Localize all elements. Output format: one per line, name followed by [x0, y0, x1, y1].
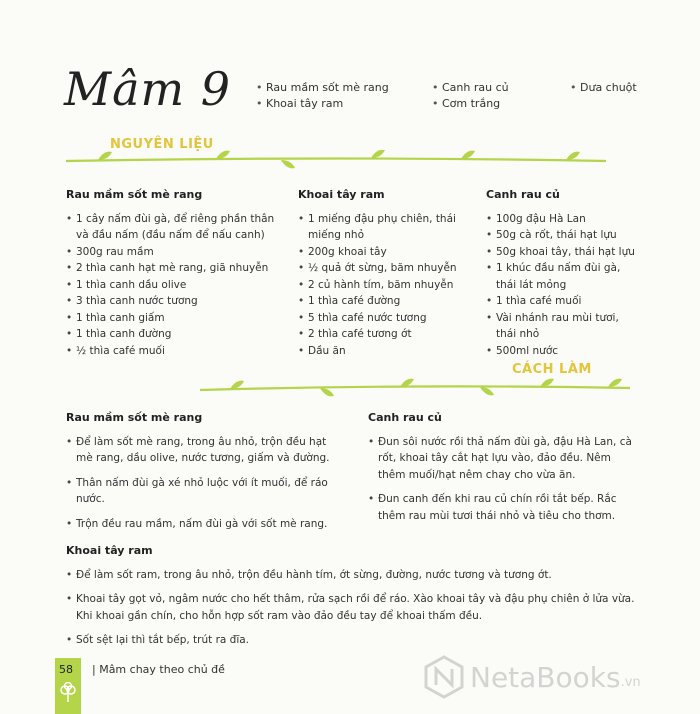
method-step: • Đun canh đến khi rau củ chín rồi tắt bếp. Rắc thêm rau mùi tươi thái nhỏ và tiêu cho thơm.: [368, 491, 638, 524]
ingredient-item: • 1 miếng đậu phụ chiên, thái miếng nhỏ: [298, 211, 473, 244]
ingredient-item: • 500ml nước: [486, 343, 636, 360]
leaf-logo-icon: [58, 682, 78, 704]
netabooks-logo-icon: [424, 655, 464, 699]
method-rau-mam: [66, 410, 336, 540]
menu-list-col-2: [432, 80, 509, 112]
method-step: • Khoai tây gọt vỏ, ngâm nước cho hết thâm, rửa sạch rồi để ráo. Xào khoai tây và đậu phụ chiên ở lửa vừa. Khi khoai gần chín, cho hỗn hợp sốt ram vào đảo đều tay để khoai thấm đều.: [66, 591, 646, 624]
method-step: • Sốt sệt lại thì tắt bếp, trút ra đĩa.: [66, 632, 646, 649]
ingredient-item: • ½ thìa café muối: [66, 343, 276, 360]
ingredient-group-heading: Canh rau củ: [486, 188, 560, 201]
ingredient-item: • 1 thìa canh dầu olive: [66, 277, 276, 294]
ingredients-khoai-tay: [298, 187, 473, 359]
vine-divider-icon: [200, 378, 630, 400]
ingredients-canh-rau-cu: [486, 187, 636, 359]
menu-item: • Cơm trắng: [432, 96, 509, 112]
ingredient-item: • 1 thìa canh đường: [66, 326, 276, 343]
ingredient-item: • 1 thìa café đường: [298, 293, 473, 310]
method-group-heading: Khoai tây ram: [66, 544, 153, 557]
ingredient-item: • 300g rau mầm: [66, 244, 276, 261]
ingredient-item: • 1 cây nấm đùi gà, để riêng phần thân và đầu nấm (đầu nấm để nấu canh): [66, 211, 276, 244]
watermark-brand: NetaBooks: [470, 660, 621, 694]
ingredient-item: • 1 khúc đầu nấm đùi gà, thái lát mỏng: [486, 260, 636, 293]
ingredient-item: • 1 thìa canh giấm: [66, 310, 276, 327]
ingredient-item: • 100g đậu Hà Lan: [486, 211, 636, 228]
watermark: [424, 655, 641, 699]
footer-chapter-title: | Mâm chay theo chủ đề: [92, 663, 225, 676]
ingredient-group-heading: Khoai tây ram: [298, 188, 385, 201]
method-group-heading: Canh rau củ: [368, 411, 442, 424]
ingredient-item: • 5 thìa café nước tương: [298, 310, 473, 327]
method-step: • Đun sôi nước rồi thả nấm đùi gà, đậu Hà Lan, cà rốt, khoai tây cắt hạt lựu vào, đảo đều. Nêm thêm muối/hạt nêm chay cho vừa ăn.: [368, 434, 638, 484]
menu-list-col-1: [256, 80, 389, 112]
ingredient-item: • Vài nhánh rau mùi tươi, thái nhỏ: [486, 310, 636, 343]
method-canh-rau-cu: [368, 410, 638, 532]
ingredient-item: • 3 thìa canh nước tương: [66, 293, 276, 310]
ingredients-rau-mam: [66, 187, 276, 359]
method-step: • Để làm sốt mè rang, trong âu nhỏ, trộn đều hạt mè rang, dầu olive, nước tương, giấm và đường.: [66, 434, 336, 467]
method-khoai-tay: [66, 543, 646, 657]
ingredient-item: • 200g khoai tây: [298, 244, 473, 261]
method-step: • Thân nấm đùi gà xé nhỏ luộc với ít muối, để ráo nước.: [66, 475, 336, 508]
ingredient-item: • Dầu ăn: [298, 343, 473, 360]
vine-divider-icon: [66, 150, 606, 172]
ingredient-item: • ½ quả ớt sừng, băm nhuyễn: [298, 260, 473, 277]
ingredient-item: • 1 thìa café muối: [486, 293, 636, 310]
ingredient-item: • 2 thìa café tương ớt: [298, 326, 473, 343]
ingredient-group-heading: Rau mầm sốt mè rang: [66, 188, 203, 201]
method-step: • Để làm sốt ram, trong âu nhỏ, trộn đều hành tím, ớt sừng, đường, nước tương và tương ớt.: [66, 567, 646, 584]
menu-item: • Rau mầm sốt mè rang: [256, 80, 389, 96]
page-number: 58: [59, 663, 73, 676]
method-step: • Trộn đều rau mầm, nấm đùi gà với sốt mè rang.: [66, 516, 336, 533]
ingredient-item: • 50g cà rốt, thái hạt lựu: [486, 227, 636, 244]
ingredient-item: • 2 củ hành tím, băm nhuyễn: [298, 277, 473, 294]
menu-item: • Dưa chuột: [570, 80, 637, 96]
ingredient-item: • 2 thìa canh hạt mè rang, giã nhuyễn: [66, 260, 276, 277]
method-group-heading: Rau mầm sốt mè rang: [66, 411, 203, 424]
page-title: Mâm 9: [64, 62, 232, 116]
menu-item: • Khoai tây ram: [256, 96, 389, 112]
watermark-suffix: .vn: [620, 674, 641, 690]
ingredients-heading: NGUYÊN LIỆU: [110, 137, 214, 152]
ingredient-item: • 50g khoai tây, thái hạt lựu: [486, 244, 636, 261]
menu-list-col-3: [570, 80, 637, 96]
method-heading: CÁCH LÀM: [512, 362, 592, 377]
menu-item: • Canh rau củ: [432, 80, 509, 96]
